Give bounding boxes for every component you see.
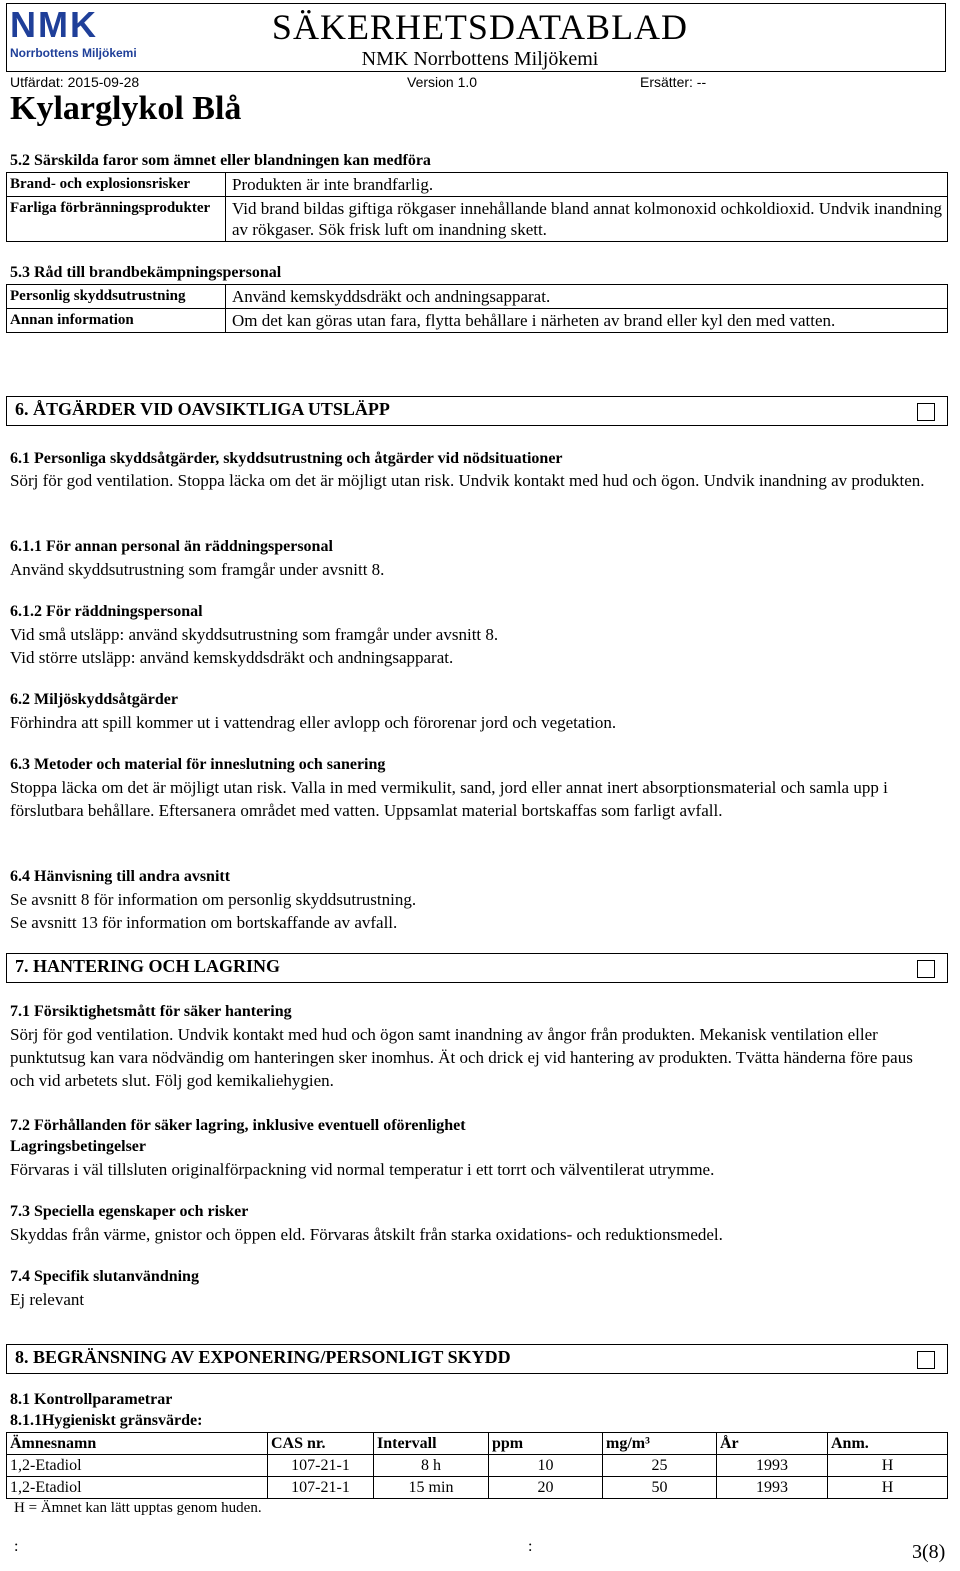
row-value: Om det kan göras utan fara, flytta behållare i närheten av brand eller kyl den med vatten. bbox=[226, 309, 948, 333]
document-title: SÄKERHETSDATABLAD bbox=[271, 7, 689, 47]
heading-7-2: 7.2 Förhållanden för säker lagring, inklusive eventuell oförenlighet bbox=[10, 1117, 466, 1134]
footer-colon-left: : bbox=[14, 1538, 19, 1555]
column-header: CAS nr. bbox=[268, 1433, 374, 1455]
column-header: År bbox=[717, 1433, 828, 1455]
version: Version 1.0 bbox=[407, 74, 478, 90]
table-row bbox=[7, 1455, 948, 1477]
row-value: Vid brand bildas giftiga rökgaser innehållande bland annat kolmonoxid ochkoldioxid. Undvik inandning av rökgaser. Sök frisk luft om inandning skett. bbox=[226, 197, 948, 242]
table-cell: 50 bbox=[603, 1477, 717, 1499]
heading-6-1-1: 6.1.1 För annan personal än räddningspersonal bbox=[10, 538, 333, 555]
table-row bbox=[7, 309, 948, 333]
table-cell: 1993 bbox=[717, 1477, 828, 1499]
table-cell: 15 min bbox=[374, 1477, 489, 1499]
text-6-1-2b: Vid större utsläpp: använd kemskyddsdräkt och andningsapparat. bbox=[10, 648, 454, 667]
heading-6-3: 6.3 Metoder och material för inneslutning och sanering bbox=[10, 756, 386, 773]
company-name: NMK Norrbottens Miljökemi bbox=[361, 48, 599, 70]
text-6-1: Sörj för god ventilation. Stoppa läcka om det är möjligt utan risk. Undvik kontakt med hud och ögon. Undvik inandning av produkten. bbox=[10, 471, 925, 490]
column-header: Ämnesnamn bbox=[7, 1433, 268, 1455]
text-6-2: Förhindra att spill kommer ut i vattendrag eller avlopp och förorenar jord och vegetation. bbox=[10, 713, 617, 732]
row-value: Produkten är inte brandfarlig. bbox=[226, 173, 948, 197]
column-header: Anm. bbox=[828, 1433, 948, 1455]
column-header: mg/m³ bbox=[603, 1433, 717, 1455]
heading-7-3: 7.3 Speciella egenskaper och risker bbox=[10, 1203, 249, 1220]
row-value: Använd kemskyddsdräkt och andningsapparat. bbox=[226, 285, 948, 309]
table-footnote: H = Ämnet kan lätt upptas genom huden. bbox=[14, 1500, 262, 1516]
table-cell: 1,2-Etadiol bbox=[7, 1455, 268, 1477]
heading-6-1-2: 6.1.2 För räddningspersonal bbox=[10, 603, 203, 620]
section-8-title: 8. BEGRÄNSNING AV EXPONERING/PERSONLIGT SKYDD bbox=[15, 1347, 511, 1367]
page-number: 3(8) bbox=[912, 1541, 946, 1563]
table-cell: 10 bbox=[489, 1455, 603, 1477]
row-label: Annan information bbox=[7, 309, 226, 333]
table-cell: H bbox=[828, 1455, 948, 1477]
section-8-header bbox=[6, 1344, 948, 1374]
heading-8-1: 8.1 Kontrollparametrar bbox=[10, 1391, 173, 1408]
table-row bbox=[7, 1477, 948, 1499]
text-6-4b: Se avsnitt 13 för information om bortskaffande av avfall. bbox=[10, 913, 398, 932]
row-label: Farliga förbränningsprodukter bbox=[7, 197, 226, 242]
text-6-1-2a: Vid små utsläpp: använd skyddsutrustning som framgår under avsnitt 8. bbox=[10, 625, 499, 644]
table-header-row bbox=[7, 1433, 948, 1455]
section-6-title: 6. ÅTGÄRDER VID OAVSIKTLIGA UTSLÄPP bbox=[15, 399, 390, 419]
footer-colon-mid: : bbox=[528, 1538, 533, 1555]
table-row bbox=[7, 285, 948, 309]
company-logo bbox=[6, 4, 156, 64]
table-cell: H bbox=[828, 1477, 948, 1499]
heading-6-1: 6.1 Personliga skyddsåtgärder, skyddsutrustning och åtgärder vid nödsituationer bbox=[10, 450, 563, 467]
section-checkbox[interactable] bbox=[917, 960, 935, 978]
heading-7-2-sub: Lagringsbetingelser bbox=[10, 1138, 146, 1155]
product-name: Kylarglykol Blå bbox=[10, 90, 242, 127]
table-5-2 bbox=[6, 172, 948, 242]
table-cell: 20 bbox=[489, 1477, 603, 1499]
column-header: Intervall bbox=[374, 1433, 489, 1455]
column-header: ppm bbox=[489, 1433, 603, 1455]
logo-letters: NMK bbox=[10, 4, 98, 45]
text-7-3: Skyddas från värme, gnistor och öppen eld. Förvaras åtskilt från starka oxidations- och reduktionsmedel. bbox=[10, 1225, 723, 1244]
heading-7-4: 7.4 Specifik slutanvändning bbox=[10, 1268, 199, 1285]
text-7-1: Sörj för god ventilation. Undvik kontakt med hud och ögon samt inandning av ångor från produkten. Mekanisk ventilation eller punktutsug kan vara nödvändig om hanteringen sker inomhus. Ät och drick ej vid hantering av produkten. Tvätta händerna före paus och vid arbetets slut. Följ god kemikaliehygien. bbox=[10, 1025, 913, 1090]
heading-5-2: 5.2 Särskilda faror som ämnet eller blandningen kan medföra bbox=[10, 152, 431, 169]
logo-subtitle: Norrbottens Miljökemi bbox=[10, 46, 137, 60]
table-cell: 107-21-1 bbox=[268, 1477, 374, 1499]
replaces: Ersätter: -- bbox=[640, 74, 707, 90]
table-row bbox=[7, 173, 948, 197]
section-checkbox[interactable] bbox=[917, 403, 935, 421]
row-label: Personlig skyddsutrustning bbox=[7, 285, 226, 309]
table-cell: 8 h bbox=[374, 1455, 489, 1477]
text-6-1-1: Använd skyddsutrustning som framgår under avsnitt 8. bbox=[10, 560, 385, 579]
row-label: Brand- och explosionsrisker bbox=[7, 173, 226, 197]
heading-6-2: 6.2 Miljöskyddsåtgärder bbox=[10, 691, 178, 708]
section-6-header bbox=[6, 396, 948, 426]
section-7-header bbox=[6, 953, 948, 983]
heading-5-3: 5.3 Råd till brandbekämpningspersonal bbox=[10, 264, 282, 281]
heading-6-4: 6.4 Hänvisning till andra avsnitt bbox=[10, 868, 231, 885]
table-cell: 107-21-1 bbox=[268, 1455, 374, 1477]
table-cell: 1993 bbox=[717, 1455, 828, 1477]
table-cell: 25 bbox=[603, 1455, 717, 1477]
issued-date: Utfärdat: 2015-09-28 bbox=[10, 74, 140, 90]
text-7-2: Förvaras i väl tillsluten originalförpackning vid normal temperatur i ett torrt och välventilerat utrymme. bbox=[10, 1160, 715, 1179]
text-6-3: Stoppa läcka om det är möjligt utan risk. Valla in med vermikulit, sand, jord eller annat inert absorptionsmaterial och samla upp i förslutbara behållare. Eftersanera området med vatten. Uppsamlat material bortskaffas som farligt avfall. bbox=[10, 778, 888, 820]
heading-8-1-1: 8.1.1Hygieniskt gränsvärde: bbox=[10, 1412, 203, 1429]
section-7-title: 7. HANTERING OCH LAGRING bbox=[15, 956, 281, 976]
table-row bbox=[7, 197, 948, 242]
text-6-4a: Se avsnitt 8 för information om personlig skyddsutrustning. bbox=[10, 890, 417, 909]
section-checkbox[interactable] bbox=[917, 1351, 935, 1369]
table-5-3 bbox=[6, 284, 948, 333]
hygiene-limit-table bbox=[6, 1432, 948, 1499]
table-cell: 1,2-Etadiol bbox=[7, 1477, 268, 1499]
text-7-4: Ej relevant bbox=[10, 1290, 85, 1309]
heading-7-1: 7.1 Försiktighetsmått för säker hantering bbox=[10, 1003, 292, 1020]
